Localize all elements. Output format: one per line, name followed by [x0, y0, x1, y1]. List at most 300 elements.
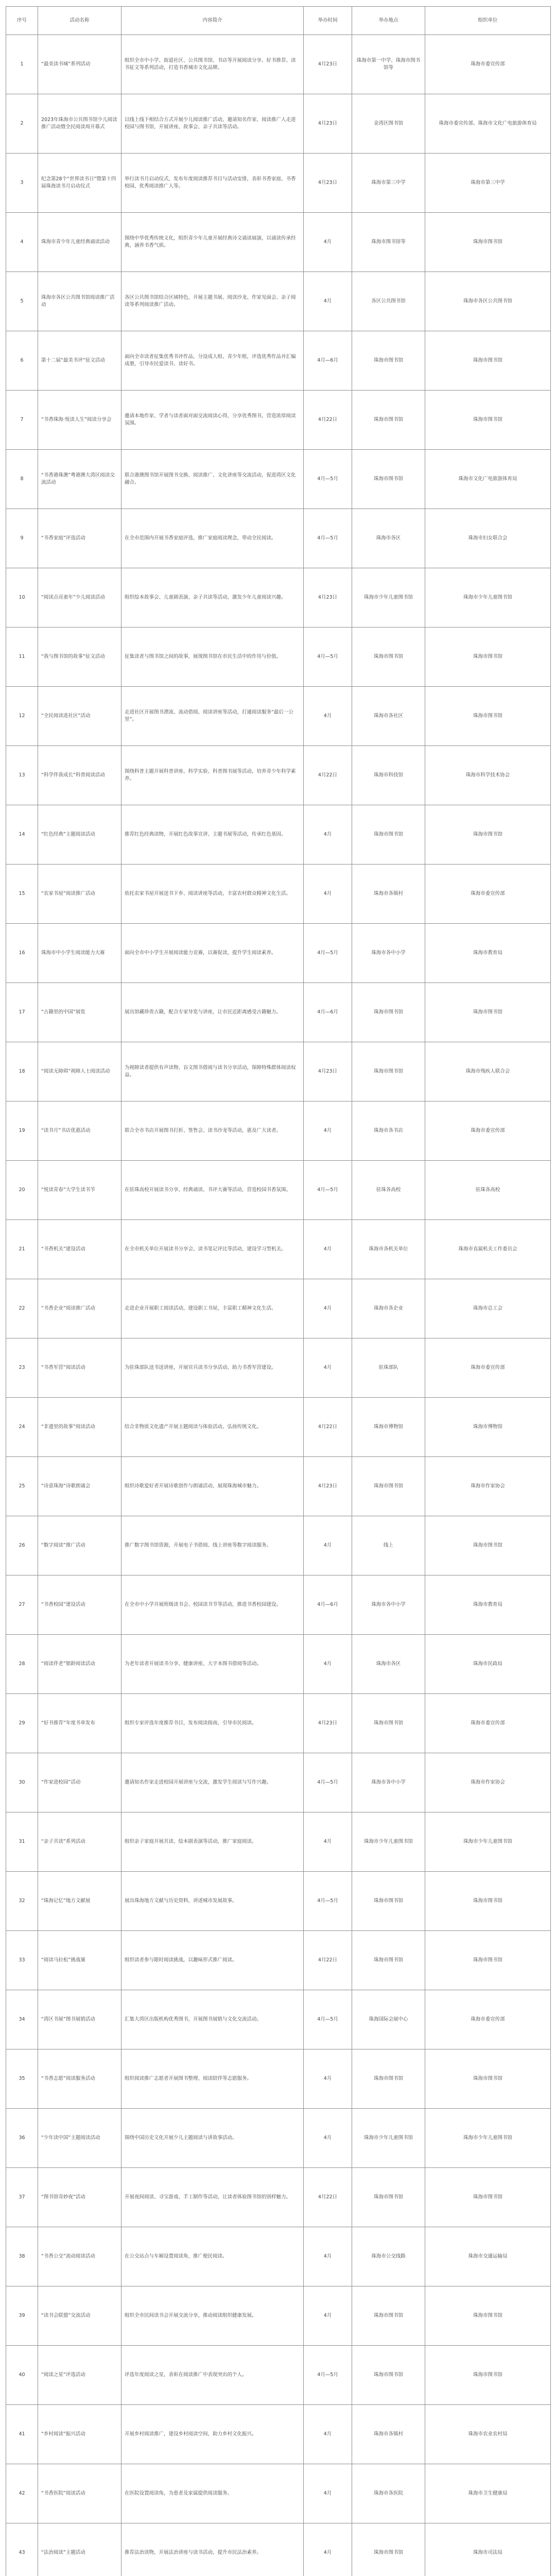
- cell-place: 珠海市各中小学: [352, 1575, 425, 1635]
- cell-org: 珠海市教育局: [425, 1575, 551, 1635]
- cell-no: 21: [6, 1220, 38, 1279]
- cell-name: “少年读中国”主题阅读活动: [38, 2109, 121, 2168]
- cell-org: 珠海市图书馆: [425, 1872, 551, 1931]
- cell-place: 珠海市图书馆: [352, 628, 425, 687]
- cell-no: 31: [6, 1812, 38, 1872]
- cell-content: 展出馆藏珍贵古籍，配合专家导览与讲座，让市民近距离感受古籍魅力。: [121, 983, 304, 1042]
- cell-name: 珠海市各区公共图书馆阅读推广活动: [38, 272, 121, 331]
- table-row: [6, 450, 551, 509]
- cell-no: 19: [6, 1101, 38, 1161]
- cell-time: 4月: [304, 1635, 352, 1694]
- cell-org: 珠海市农业农村局: [425, 2405, 551, 2464]
- cell-place: 珠海市图书馆: [352, 983, 425, 1042]
- table-row: [6, 2049, 551, 2109]
- table-row: [6, 94, 551, 154]
- cell-name: 纪念第28个“世界读书日”暨第十四届珠海读书月启动仪式: [38, 154, 121, 213]
- cell-time: 4月: [304, 2109, 352, 2168]
- cell-org: 珠海市图书馆: [425, 213, 551, 272]
- cell-place: 珠海市各中小学: [352, 924, 425, 983]
- cell-no: 18: [6, 1042, 38, 1101]
- cell-no: 1: [6, 35, 38, 94]
- cell-content: 面向全市读者征集优秀书评作品，分设成人组、青少年组，评选优秀作品并汇编成册，引导市民爱读书、读好书。: [121, 331, 304, 391]
- cell-name: “我与图书馆的故事”征文活动: [38, 628, 121, 687]
- cell-time: 4月: [304, 1338, 352, 1398]
- cell-content: 走进企业开展职工阅读活动，建设职工书屋，丰富职工精神文化生活。: [121, 1279, 304, 1338]
- cell-name: 珠海市中小学生阅读能力大赛: [38, 924, 121, 983]
- cell-content: 为驻珠部队送书送讲座，开展官兵读书分享活动，助力书香军营建设。: [121, 1338, 304, 1398]
- cell-no: 28: [6, 1635, 38, 1694]
- cell-content: 面向全市中小学生开展阅读能力竞赛，以赛促读，提升学生阅读素养。: [121, 924, 304, 983]
- table-row: [6, 2227, 551, 2286]
- cell-org: 珠海市委宣传部: [425, 1694, 551, 1753]
- cell-org: 珠海市图书馆: [425, 1516, 551, 1575]
- table-row: [6, 1042, 551, 1101]
- cell-time: 4月23日: [304, 568, 352, 628]
- cell-content: 各区公共图书馆结合区域特色，开展主题书展、阅读沙龙、作家见面会、亲子阅读等系列阅读推广活动。: [121, 272, 304, 331]
- cell-no: 27: [6, 1575, 38, 1635]
- cell-name: “亲子共读”系列活动: [38, 1812, 121, 1872]
- cell-content: 推荐红色经典读物，开展红色故事宣讲、主题书展等活动，传承红色基因。: [121, 805, 304, 865]
- cell-place: 珠海市图书馆: [352, 1457, 425, 1516]
- cell-content: 组织全市中小学、街道社区、公共图书馆、书店等开展阅读分享、好书推荐、读书征文等系列活动，打造书香城市文化品牌。: [121, 35, 304, 94]
- cell-name: 珠海市青少年儿童经典诵读活动: [38, 213, 121, 272]
- cell-org: 珠海市第三中学: [425, 154, 551, 213]
- cell-place: 珠海市各区: [352, 509, 425, 568]
- cell-place: 珠海市图书馆: [352, 2049, 425, 2109]
- cell-time: 4月: [304, 2405, 352, 2464]
- cell-place: 珠海市图书馆: [352, 2523, 425, 2576]
- header-content: 内容简介: [121, 7, 304, 35]
- cell-name: “读书月”书店优惠活动: [38, 1101, 121, 1161]
- table-row: [6, 746, 551, 805]
- cell-name: “农家书屋”阅读推广活动: [38, 865, 121, 924]
- cell-place: 珠海市图书馆: [352, 1931, 425, 1990]
- cell-place: 珠海市图书馆: [352, 2286, 425, 2346]
- cell-no: 11: [6, 628, 38, 687]
- cell-content: 组织绘本故事会、儿童剧表演、亲子共读等活动，激发少年儿童阅读兴趣。: [121, 568, 304, 628]
- cell-no: 9: [6, 509, 38, 568]
- cell-no: 24: [6, 1398, 38, 1457]
- cell-place: 珠海市公交线路: [352, 2227, 425, 2286]
- cell-content: 走进社区开展图书漂流、流动借阅、阅读讲座等活动，打通阅读服务“最后一公里”。: [121, 687, 304, 746]
- table-row: [6, 2346, 551, 2405]
- header-row: [6, 7, 551, 35]
- cell-content: 为老年读者开展读书分享、健康讲座、大字本图书借阅等活动。: [121, 1635, 304, 1694]
- cell-name: “科学伴我成长”科普阅读活动: [38, 746, 121, 805]
- cell-content: 组织全市民间读书会开展交流分享，推动阅读组织健康发展。: [121, 2286, 304, 2346]
- cell-org: 珠海市图书馆: [425, 2168, 551, 2227]
- cell-no: 3: [6, 154, 38, 213]
- cell-name: “湾区书展”图书展销活动: [38, 1990, 121, 2049]
- cell-time: 4月23日: [304, 154, 352, 213]
- cell-org: 珠海市直属机关工作委员会: [425, 1220, 551, 1279]
- cell-no: 33: [6, 1931, 38, 1990]
- activity-table-wrapper: [6, 6, 550, 2576]
- table-row: [6, 1812, 551, 1872]
- table-row: [6, 1931, 551, 1990]
- cell-place: 珠海市图书馆等: [352, 213, 425, 272]
- table-row: [6, 1694, 551, 1753]
- cell-no: 22: [6, 1279, 38, 1338]
- table-row: [6, 2464, 551, 2523]
- cell-place: 珠海市图书馆: [352, 331, 425, 391]
- cell-time: 4月: [304, 865, 352, 924]
- cell-org: 珠海市少年儿童图书馆: [425, 568, 551, 628]
- table-row: [6, 1872, 551, 1931]
- cell-time: 4月: [304, 1279, 352, 1338]
- cell-content: 在全市机关单位开展读书分享会、读书笔记评比等活动，建设学习型机关。: [121, 1220, 304, 1279]
- cell-no: 32: [6, 1872, 38, 1931]
- cell-place: 金湾区图书馆: [352, 94, 425, 154]
- cell-content: 评选年度阅读之星，表彰在阅读推广中表现突出的个人。: [121, 2346, 304, 2405]
- cell-org: 珠海市教育局: [425, 924, 551, 983]
- cell-no: 20: [6, 1161, 38, 1220]
- cell-org: 珠海市卫生健康局: [425, 2464, 551, 2523]
- cell-org: 珠海市委宣传部: [425, 35, 551, 94]
- cell-place: 珠海市各社区: [352, 687, 425, 746]
- cell-place: 驻珠各高校: [352, 1161, 425, 1220]
- cell-org: 珠海市图书馆: [425, 805, 551, 865]
- cell-content: 推广数字图书馆资源，开展电子书借阅、线上讲座等数字阅读服务。: [121, 1516, 304, 1575]
- cell-no: 42: [6, 2464, 38, 2523]
- cell-name: “数字阅读”推广活动: [38, 1516, 121, 1575]
- cell-time: 4月: [304, 2227, 352, 2286]
- cell-no: 30: [6, 1753, 38, 1812]
- cell-content: 征集读者与图书馆之间的故事，展现图书馆在市民生活中的作用与价值。: [121, 628, 304, 687]
- cell-name: “书香军营”阅读活动: [38, 1338, 121, 1398]
- table-row: [6, 568, 551, 628]
- header-name: 活动名称: [38, 7, 121, 35]
- cell-name: 2023年珠海市公共图书馆少儿阅读推广活动暨全民阅读周开幕式: [38, 94, 121, 154]
- cell-time: 4月: [304, 1220, 352, 1279]
- cell-content: 举行读书月启动仪式，发布年度阅读推荐书目与活动安排，表彰书香家庭、书香校园、优秀阅读推广人等。: [121, 154, 304, 213]
- cell-org: 珠海市少年儿童图书馆: [425, 2109, 551, 2168]
- table-row: [6, 509, 551, 568]
- cell-no: 6: [6, 331, 38, 391]
- cell-time: 4月: [304, 1516, 352, 1575]
- cell-org: 珠海市妇女联合会: [425, 509, 551, 568]
- cell-org: 珠海市作家协会: [425, 1753, 551, 1812]
- cell-name: “书香公交”流动阅读活动: [38, 2227, 121, 2286]
- cell-place: 珠海市科技馆: [352, 746, 425, 805]
- cell-time: 4月23日: [304, 1694, 352, 1753]
- cell-name: “诗意珠海”诗歌朗诵会: [38, 1457, 121, 1516]
- cell-no: 34: [6, 1990, 38, 2049]
- cell-org: 珠海市委宣传部: [425, 1101, 551, 1161]
- cell-time: 4月—5月: [304, 628, 352, 687]
- cell-name: “最美读书城”系列活动: [38, 35, 121, 94]
- cell-place: 珠海市图书馆: [352, 1042, 425, 1101]
- cell-place: 线上: [352, 1516, 425, 1575]
- cell-org: 珠海市委宣传部: [425, 865, 551, 924]
- cell-name: “珠海记忆”地方文献展: [38, 1872, 121, 1931]
- table-row: [6, 865, 551, 924]
- cell-name: “阅读无障碍”视障人士阅读活动: [38, 1042, 121, 1101]
- cell-time: 4月—5月: [304, 1990, 352, 2049]
- cell-no: 5: [6, 272, 38, 331]
- table-row: [6, 2523, 551, 2576]
- cell-time: 4月: [304, 213, 352, 272]
- cell-content: 组织阅读推广志愿者开展图书整理、阅读陪伴等志愿服务。: [121, 2049, 304, 2109]
- cell-name: “阅读点亮童年”少儿阅读活动: [38, 568, 121, 628]
- cell-name: “悦读青春”大学生读书节: [38, 1161, 121, 1220]
- cell-no: 40: [6, 2346, 38, 2405]
- activity-table: [6, 6, 551, 2576]
- cell-org: 珠海市委宣传部、珠海市文化广电旅游体育局: [425, 94, 551, 154]
- cell-name: “书香机关”建设活动: [38, 1220, 121, 1279]
- cell-place: 珠海市图书馆: [352, 2346, 425, 2405]
- table-row: [6, 35, 551, 94]
- cell-place: 珠海市各书店: [352, 1101, 425, 1161]
- cell-no: 2: [6, 94, 38, 154]
- cell-time: 4月—6月: [304, 1575, 352, 1635]
- cell-name: “非遗里的故事”阅读活动: [38, 1398, 121, 1457]
- cell-place: 珠海市各镇村: [352, 2405, 425, 2464]
- cell-content: 围绕中国历史文化开展少儿主题阅读与讲故事活动。: [121, 2109, 304, 2168]
- cell-time: 4月23日: [304, 1457, 352, 1516]
- cell-org: 珠海市图书馆: [425, 2049, 551, 2109]
- table-row: [6, 1279, 551, 1338]
- cell-name: “读书会联盟”交流活动: [38, 2286, 121, 2346]
- cell-place: 珠海市各医院: [352, 2464, 425, 2523]
- cell-time: 4月—5月: [304, 1161, 352, 1220]
- cell-no: 39: [6, 2286, 38, 2346]
- cell-time: 4月: [304, 1812, 352, 1872]
- cell-name: “书香家庭”评选活动: [38, 509, 121, 568]
- cell-content: 展出珠海地方文献与历史资料，讲述城市发展故事。: [121, 1872, 304, 1931]
- table-row: [6, 2168, 551, 2227]
- cell-no: 13: [6, 746, 38, 805]
- cell-org: 珠海市总工会: [425, 1279, 551, 1338]
- cell-content: 组织诗歌爱好者开展诗歌创作与朗诵活动，展现珠海城市魅力。: [121, 1457, 304, 1516]
- cell-no: 7: [6, 391, 38, 450]
- table-row: [6, 1575, 551, 1635]
- cell-time: 4月—6月: [304, 331, 352, 391]
- cell-time: 4月: [304, 2464, 352, 2523]
- cell-place: 珠海市各中小学: [352, 1753, 425, 1812]
- cell-time: 4月: [304, 2286, 352, 2346]
- cell-time: 4月23日: [304, 35, 352, 94]
- table-row: [6, 213, 551, 272]
- header-org: 组织单位: [425, 7, 551, 35]
- cell-org: 珠海市文化广电旅游体育局: [425, 450, 551, 509]
- cell-time: 4月—5月: [304, 450, 352, 509]
- cell-place: 珠海市各镇村: [352, 865, 425, 924]
- cell-name: “古籍里的中国”展览: [38, 983, 121, 1042]
- header-place: 举办地点: [352, 7, 425, 35]
- cell-no: 4: [6, 213, 38, 272]
- cell-time: 4月—5月: [304, 924, 352, 983]
- cell-content: 组织专家评选年度推荐书目，发布阅读指南，引导市民阅读。: [121, 1694, 304, 1753]
- cell-no: 15: [6, 865, 38, 924]
- cell-no: 29: [6, 1694, 38, 1753]
- table-row: [6, 1753, 551, 1812]
- cell-content: 邀请知名作家走进校园开展讲座与交流，激发学生阅读与写作兴趣。: [121, 1753, 304, 1812]
- cell-no: 10: [6, 568, 38, 628]
- cell-time: 4月22日: [304, 1931, 352, 1990]
- cell-org: 珠海市少年儿童图书馆: [425, 1812, 551, 1872]
- table-row: [6, 983, 551, 1042]
- cell-place: 各区公共图书馆: [352, 272, 425, 331]
- cell-place: 珠海市图书馆: [352, 1694, 425, 1753]
- cell-content: 依托农家书屋开展送书下乡、阅读讲座等活动，丰富农村群众精神文化生活。: [121, 865, 304, 924]
- cell-time: 4月—6月: [304, 983, 352, 1042]
- table-row: [6, 154, 551, 213]
- cell-name: “书香医院”阅读活动: [38, 2464, 121, 2523]
- cell-time: 4月—5月: [304, 1872, 352, 1931]
- cell-org: 珠海市图书馆: [425, 331, 551, 391]
- cell-time: 4月23日: [304, 94, 352, 154]
- cell-org: 珠海市图书馆: [425, 2286, 551, 2346]
- cell-org: 珠海市图书馆: [425, 1931, 551, 1990]
- cell-name: “书香志愿”阅读服务活动: [38, 2049, 121, 2109]
- cell-no: 36: [6, 2109, 38, 2168]
- cell-content: 开展乡村阅读推广，建设乡村阅读空间，助力乡村文化振兴。: [121, 2405, 304, 2464]
- table-row: [6, 391, 551, 450]
- cell-place: 珠海市各机关单位: [352, 1220, 425, 1279]
- cell-content: 汇集大湾区出版机构优秀图书，开展图书展销与文化交流活动。: [121, 1990, 304, 2049]
- cell-time: 4月—5月: [304, 2346, 352, 2405]
- cell-no: 16: [6, 924, 38, 983]
- cell-content: 在医院设置阅读角，为患者及家属提供阅读服务。: [121, 2464, 304, 2523]
- cell-content: 在全市范围内开展书香家庭评选，推广家庭阅读理念，带动全民阅读。: [121, 509, 304, 568]
- cell-name: “书香校园”建设活动: [38, 1575, 121, 1635]
- cell-org: 珠海市作家协会: [425, 1457, 551, 1516]
- cell-place: 珠海市博物馆: [352, 1398, 425, 1457]
- table-row: [6, 272, 551, 331]
- cell-name: “红色经典”主题阅读活动: [38, 805, 121, 865]
- cell-content: 围绕中华优秀传统文化，组织青少年儿童开展经典诗文诵读展演，以诵读传承经典，涵养书香气质。: [121, 213, 304, 272]
- cell-name: “阅读伴老”银龄阅读活动: [38, 1635, 121, 1694]
- cell-org: 珠海市图书馆: [425, 2346, 551, 2405]
- cell-no: 23: [6, 1338, 38, 1398]
- cell-place: 珠海市图书馆: [352, 391, 425, 450]
- cell-content: 邀请本地作家、学者与读者面对面交流阅读心得，分享优秀图书，营造浓厚阅读氛围。: [121, 391, 304, 450]
- cell-place: 珠海市图书馆: [352, 1872, 425, 1931]
- cell-place: 珠海市图书馆: [352, 805, 425, 865]
- cell-content: 在公交站点与车厢设置阅读角，推广便民阅读。: [121, 2227, 304, 2286]
- cell-content: 开展夜间阅读、寻宝游戏、手工制作等活动，让读者体验图书馆的别样魅力。: [121, 2168, 304, 2227]
- cell-no: 41: [6, 2405, 38, 2464]
- table-row: [6, 1516, 551, 1575]
- cell-no: 14: [6, 805, 38, 865]
- table-row: [6, 1990, 551, 2049]
- table-row: [6, 2109, 551, 2168]
- cell-org: 珠海市图书馆: [425, 628, 551, 687]
- cell-no: 25: [6, 1457, 38, 1516]
- cell-org: 驻珠各高校: [425, 1161, 551, 1220]
- cell-time: 4月: [304, 805, 352, 865]
- cell-place: 珠海市第三中学: [352, 154, 425, 213]
- cell-org: 珠海市图书馆: [425, 687, 551, 746]
- cell-name: “书香港珠澳”粤港澳大湾区阅读交流活动: [38, 450, 121, 509]
- table-row: [6, 924, 551, 983]
- table-row: [6, 1398, 551, 1457]
- cell-no: 35: [6, 2049, 38, 2109]
- table-row: [6, 805, 551, 865]
- table-row: [6, 2405, 551, 2464]
- cell-content: 联合港澳图书馆开展图书交换、阅读推广、文化讲座等交流活动，促进湾区文化融合。: [121, 450, 304, 509]
- cell-name: “图书馆奇妙夜”活动: [38, 2168, 121, 2227]
- table-row: [6, 2286, 551, 2346]
- table-row: [6, 1635, 551, 1694]
- cell-no: 17: [6, 983, 38, 1042]
- cell-no: 12: [6, 687, 38, 746]
- cell-place: 珠海市少年儿童图书馆: [352, 1812, 425, 1872]
- cell-place: 珠海国际会展中心: [352, 1990, 425, 2049]
- cell-time: 4月23日: [304, 1042, 352, 1101]
- cell-org: 珠海市博物馆: [425, 1398, 551, 1457]
- cell-place: 珠海市各企业: [352, 1279, 425, 1338]
- cell-org: 珠海市图书馆: [425, 983, 551, 1042]
- cell-content: 组织亲子家庭开展共读、绘本剧表演等活动，推广家庭阅读。: [121, 1812, 304, 1872]
- cell-time: 4月: [304, 2523, 352, 2576]
- cell-name: 第十二届“最美书评”征文活动: [38, 331, 121, 391]
- cell-content: 推荐法治读物，开展法治讲座与读书活动，提升市民法治素养。: [121, 2523, 304, 2576]
- cell-org: 珠海市交通运输局: [425, 2227, 551, 2286]
- cell-content: 联合全市书店开展图书打折、签售会、读书沙龙等活动，惠及广大读者。: [121, 1101, 304, 1161]
- cell-org: 珠海市司法局: [425, 2523, 551, 2576]
- cell-place: 珠海市图书馆: [352, 450, 425, 509]
- cell-content: 以线上线下相结合方式开展少儿阅读推广活动，邀请知名作家、阅读推广人走进校园与图书馆，开展讲座、故事会、亲子共读等活动。: [121, 94, 304, 154]
- table-row: [6, 1338, 551, 1398]
- cell-time: 4月—5月: [304, 1753, 352, 1812]
- cell-time: 4月22日: [304, 391, 352, 450]
- cell-time: 4月: [304, 272, 352, 331]
- cell-name: “阅读马拉松”挑战赛: [38, 1931, 121, 1990]
- cell-time: 4月22日: [304, 1398, 352, 1457]
- cell-content: 组织读者参与限时阅读挑战，以趣味形式推广阅读。: [121, 1931, 304, 1990]
- table-header: [6, 7, 551, 35]
- table-row: [6, 331, 551, 391]
- cell-name: “书香珠海·悦读人生”阅读分享会: [38, 391, 121, 450]
- cell-time: 4月—5月: [304, 509, 352, 568]
- table-row: [6, 1220, 551, 1279]
- cell-place: 珠海市各区: [352, 1635, 425, 1694]
- cell-place: 驻珠部队: [352, 1338, 425, 1398]
- table-row: [6, 1101, 551, 1161]
- cell-time: 4月22日: [304, 2168, 352, 2227]
- cell-no: 8: [6, 450, 38, 509]
- cell-name: “阅读之星”评选活动: [38, 2346, 121, 2405]
- cell-time: 4月: [304, 1101, 352, 1161]
- cell-place: 珠海市少年儿童图书馆: [352, 2109, 425, 2168]
- table-body: [6, 35, 551, 2576]
- cell-name: “好书推荐”年度书单发布: [38, 1694, 121, 1753]
- cell-org: 珠海市残疾人联合会: [425, 1042, 551, 1101]
- cell-name: “书香企业”阅读推广活动: [38, 1279, 121, 1338]
- cell-org: 珠海市委宣传部: [425, 1338, 551, 1398]
- table-row: [6, 628, 551, 687]
- cell-place: 珠海市少年儿童图书馆: [352, 568, 425, 628]
- header-time: 举办时间: [304, 7, 352, 35]
- table-row: [6, 1161, 551, 1220]
- cell-org: 珠海市民政局: [425, 1635, 551, 1694]
- cell-time: 4月: [304, 2049, 352, 2109]
- cell-content: 在驻珠高校开展读书分享、经典诵读、书评大赛等活动，营造校园书香氛围。: [121, 1161, 304, 1220]
- cell-time: 4月22日: [304, 746, 352, 805]
- table-row: [6, 1457, 551, 1516]
- cell-name: “法治阅读”主题活动: [38, 2523, 121, 2576]
- cell-no: 26: [6, 1516, 38, 1575]
- cell-content: 在全市中小学开展班级读书会、校园读书节等活动，推进书香校园建设。: [121, 1575, 304, 1635]
- cell-no: 38: [6, 2227, 38, 2286]
- cell-place: 珠海市第一中学、珠海市图书馆等: [352, 35, 425, 94]
- cell-org: 珠海市委宣传部: [425, 1990, 551, 2049]
- cell-content: 为视障读者提供有声读物、盲文图书借阅与读书分享活动，保障特殊群体阅读权益。: [121, 1042, 304, 1101]
- cell-org: 珠海市图书馆: [425, 391, 551, 450]
- cell-name: “全民阅读进社区”活动: [38, 687, 121, 746]
